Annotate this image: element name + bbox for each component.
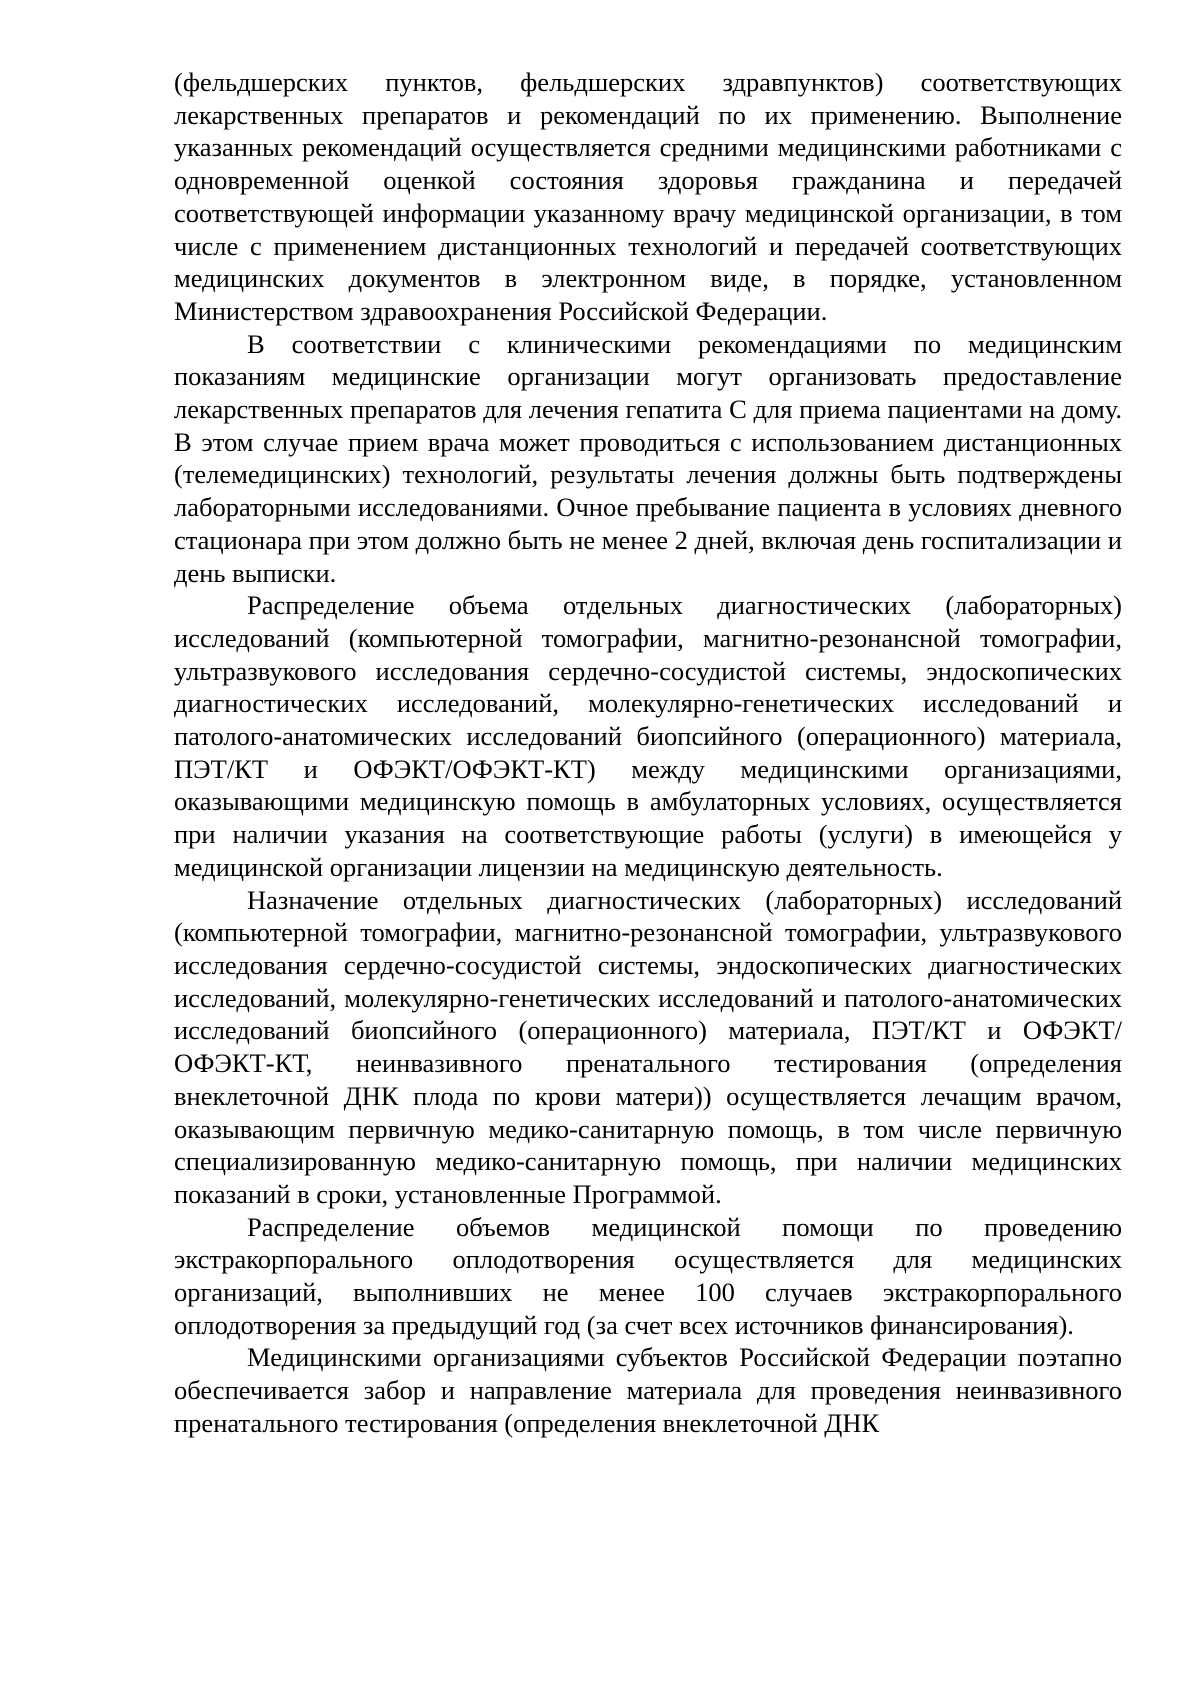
paragraph-diagnostic-distribution: Распределение объема отдельных диагностических (лабораторных) исследований (компьютерной томографии, магнитно-резонансной томографии, ультразвукового исследования сердечно-сосудистой системы, эндоскопических диагностических исследований, молекулярно-генетических исследований и патолого-анатомических исследований биопсийного (операционного) материала, ПЭТ/КТ и ОФЭКТ/ОФЭКТ-КТ) между медицинскими организациями, оказывающими медицинскую помощь в амбулаторных условиях, осуществляется при наличии указания на соответствующие работы (услуги) в имеющейся у медицинской организации лицензии на медицинскую деятельность. bbox=[174, 590, 1122, 882]
paragraph-diagnostic-assignment: Назначение отдельных диагностических (лабораторных) исследований (компьютерной томографии, магнитно-резонансной томографии, ультразвукового исследования сердечно-сосудистой системы, эндоскопических диагностических исследований, молекулярно-генетических исследований и патолого-анатомических исследований биопсийного (операционного) материала, ПЭТ/КТ и ОФЭКТ/ОФЭКТ-КТ, неинвазивного пренатального тестирования (определения внеклеточной ДНК плода по крови матери)) осуществляется лечащим врачом, оказывающим первичную медико-санитарную помощь, в том числе первичную специализированную медико-санитарную помощь, при наличии медицинских показаний в сроки, установленные Программой. bbox=[174, 884, 1122, 1209]
paragraph-continuation: (фельдшерских пунктов, фельдшерских здравпунктов) соответствующих лекарственных препаратов и рекомендаций по их применению. Выполнение указанных рекомендаций осуществляется средними медицинскими работниками с одновременной оценкой состояния здоровья гражданина и передачей соответствующей информации указанному врачу медицинской организации, в том числе с применением дистанционных технологий и передачей соответствующих медицинских документов в электронном виде, в порядке, установленном Министерством здравоохранения Российской Федерации. bbox=[174, 67, 1122, 326]
paragraph-ivf-distribution: Распределение объемов медицинской помощи по проведению экстракорпорального оплодотворения осуществляется для медицинских организаций, выполнивших не менее 100 случаев экстракорпорального оплодотворения за предыдущий год (за счет всех источников финансирования). bbox=[174, 1211, 1122, 1340]
paragraph-hepatitis-c: В соответствии с клиническими рекомендациями по медицинским показаниям медицинские организации могут организовать предоставление лекарственных препаратов для лечения гепатита С для приема пациентами на дому. В этом случае прием врача может проводиться с использованием дистанционных (телемедицинских) технологий, результаты лечения должны быть подтверждены лабораторными исследованиями. Очное пребывание пациента в условиях дневного стационара при этом должно быть не менее 2 дней, включая день госпитализации и день выписки. bbox=[174, 328, 1122, 588]
paragraph-prenatal-testing: Медицинскими организациями субъектов Российской Федерации поэтапно обеспечивается забор и направление материала для проведения неинвазивного пренатального тестирования (определения внеклеточной ДНК bbox=[174, 1342, 1122, 1438]
document-body bbox=[174, 66, 1122, 1440]
